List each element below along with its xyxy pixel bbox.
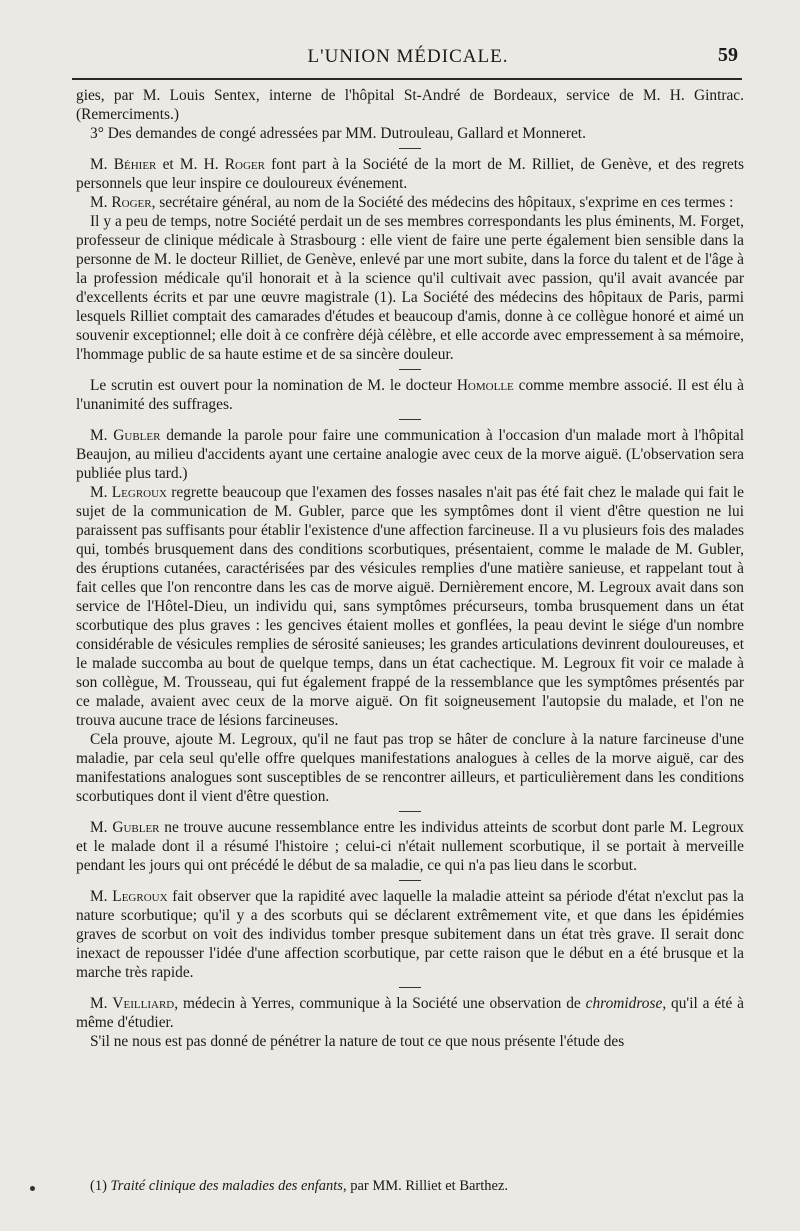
page-header <box>78 44 738 74</box>
section-separator <box>399 369 421 370</box>
paragraph-eulogy: Il y a peu de temps, notre Société perdait un de ses membres correspondants les plus éminents, M. Forget, professeur de clinique médicale à Strasbourg : elle vient de faire une perte également bien sensible dans la personne de M. le docteur Rilliet, de Genève, enlevé par une mort subite, dans la force du talent et de l'âge à la profession médicale qu'il honorait et à la science qu'il cultivait avec passion, qu'il avait avancée par d'excellents écrits et par une œuvre magistrale (1). La Société des médecins des hôpitaux de Paris, parmi lesquels Rilliet comptait des camarades d'études et beaucoup d'amis, donne à ce collègue honoré et aimé un souvenir exceptionnel; elle doit à ce confrère déjà célèbre, et elle accorde avec empressement à sa mémoire, l'hommage public de sa haute estime et de sa sincère douleur. <box>76 213 744 363</box>
speaker-name: Roger <box>111 194 152 211</box>
paragraph-legroux-conclusion: Cela prouve, ajoute M. Legroux, qu'il ne faut pas trop se hâter de conclure à la nature farcineuse d'une maladie, par cela seul qu'elle offre quelques manifestations analogues à celles de la morve aiguë, car des manifestations analogues sont susceptibles de se rencontrer ailleurs, et particulièrement dans les conditions scorbutiques dont il vient d'être question. <box>76 731 744 805</box>
paragraph-conges: 3° Des demandes de congé adressées par MM. Dutrouleau, Gallard et Monneret. <box>90 125 586 142</box>
paragraph-legroux-regret: M. Legroux regrette beaucoup que l'examen des fosses nasales n'ait pas été fait chez le malade qui fait le sujet de la communication de M. Gubler, parce que les symptômes dont il vient d'être question ne lui paraissent pas suffisants pour établir l'existence d'une affection farcineuse. Il a vu plusieurs fois des malades qui, tombés brusquement dans des conditions scorbutiques, présentaient, comme le malade de M. Gubler, des éruptions cutanées, caractérisées par des vésicules remplies d'une matière sanieuse, et rappelant tout à fait celles que l'on rencontre dans les cas de morve aiguë. Dernièrement encore, M. Legroux avait dans son service de l'Hôtel-Dieu, un individu qui, sans symptômes précurseurs, tomba brusquement dans un état scorbutique des plus graves : les gencives étaient molles et gonflées, la peau devint le siége d'un nombre considérable de vésicules remplies de sérosité sanieuses; les grandes articulations devinrent douloureuses, et le malade succomba au bout de quelque temps, dans un état cachectique. M. Legroux fit voir ce malade à son collègue, M. Trousseau, qui fut également frappé de la ressemblance que les symptômes présentés par ce malade, avaient avec ceux de la morve aiguë. On fit soigneusement l'autopsie du malade, et l'on ne trouva aucune trace de lésions farcineuses. <box>76 484 744 729</box>
footnote-marker: (1) <box>90 1178 111 1194</box>
speaker-name: Gubler <box>112 819 160 836</box>
paragraph-gubler-reply: M. Gubler ne trouve aucune ressemblance entre les individus atteints de scorbut dont parle M. Legroux et le malade dont il a résumé l'histoire ; celui-ci n'était nullement scorbutique, il se portait à merveille pendant les jours qui ont précédé le début de sa maladie, ce qui n'a pas lieu dans le scorbut. <box>76 819 744 874</box>
paragraph-veilliard: M. Veilliard, médecin à Yerres, communique à la Société une observation de chromidrose, qu'il a été à même d'étudier. <box>76 995 744 1031</box>
section-separator <box>399 987 421 988</box>
section-separator <box>399 811 421 812</box>
speaker-name: Legroux <box>111 484 167 501</box>
margin-dot <box>30 1186 35 1191</box>
paragraph-roger-intro: M. Roger, secrétaire général, au nom de la Société des médecins des hôpitaux, s'exprime en ces termes : <box>90 194 734 211</box>
section-separator <box>399 419 421 420</box>
paragraph-final: S'il ne nous est pas donné de pénétrer la nature de tout ce que nous présente l'étude des <box>90 1033 625 1050</box>
paragraph-gubler-communication: M. Gubler demande la parole pour faire une communication à l'occasion d'un malade mort à l'hôpital Beaujon, au milieu d'accidents ayant une certaine analogie avec ceux de la morve aiguë. (L'observation sera publiée plus tard.) <box>76 427 744 482</box>
speaker-name: Veilliard <box>112 995 175 1012</box>
article-body <box>76 86 744 1051</box>
section-separator <box>399 148 421 149</box>
footnote-title: Traité clinique des maladies des enfants <box>110 1178 343 1194</box>
paragraph-rilliet-death: M. Béhier et M. H. Roger font part à la Société de la mort de M. Rilliet, de Genève, et des regrets personnels que leur inspire ce douloureux événement. <box>76 156 744 192</box>
paragraph-scrutin: Le scrutin est ouvert pour la nomination de M. le docteur Homolle comme membre associé. Il est élu à l'unanimité des suffrages. <box>76 377 744 413</box>
paragraph-legroux-reply: M. Legroux fait observer que la rapidité avec laquelle la maladie atteint sa période d'état n'exclut pas la nature scorbutique; qu'il y a des scorbuts qui se déclarent extrêmement vite, et que dans les épidémies graves de scorbut on voit des individus tomber presque subitement dans un état très grave. Il serait donc inexact de repousser l'idée d'une affection scorbutique, par cette raison que le début en a été brusque et la marche très rapide. <box>76 888 744 981</box>
header-rule <box>72 78 742 80</box>
speaker-name: Legroux <box>112 888 168 905</box>
page-number: 59 <box>718 44 738 66</box>
speaker-name: Roger <box>224 156 265 173</box>
paragraph-sentex: gies, par M. Louis Sentex, interne de l'hôpital St-André de Bordeaux, service de M. H. Gintrac. (Remerciments.) <box>76 87 744 123</box>
speaker-name: Homolle <box>456 377 514 394</box>
footnote <box>90 1178 740 1195</box>
running-title: L'UNION MÉDICALE. <box>307 46 509 67</box>
term-chromidrose: chromidrose <box>585 995 663 1012</box>
footnote-authors: , par MM. Rilliet et Barthez. <box>342 1178 509 1194</box>
speaker-name: Gubler <box>113 427 161 444</box>
section-separator <box>399 880 421 881</box>
speaker-name: Béhier <box>113 156 157 173</box>
